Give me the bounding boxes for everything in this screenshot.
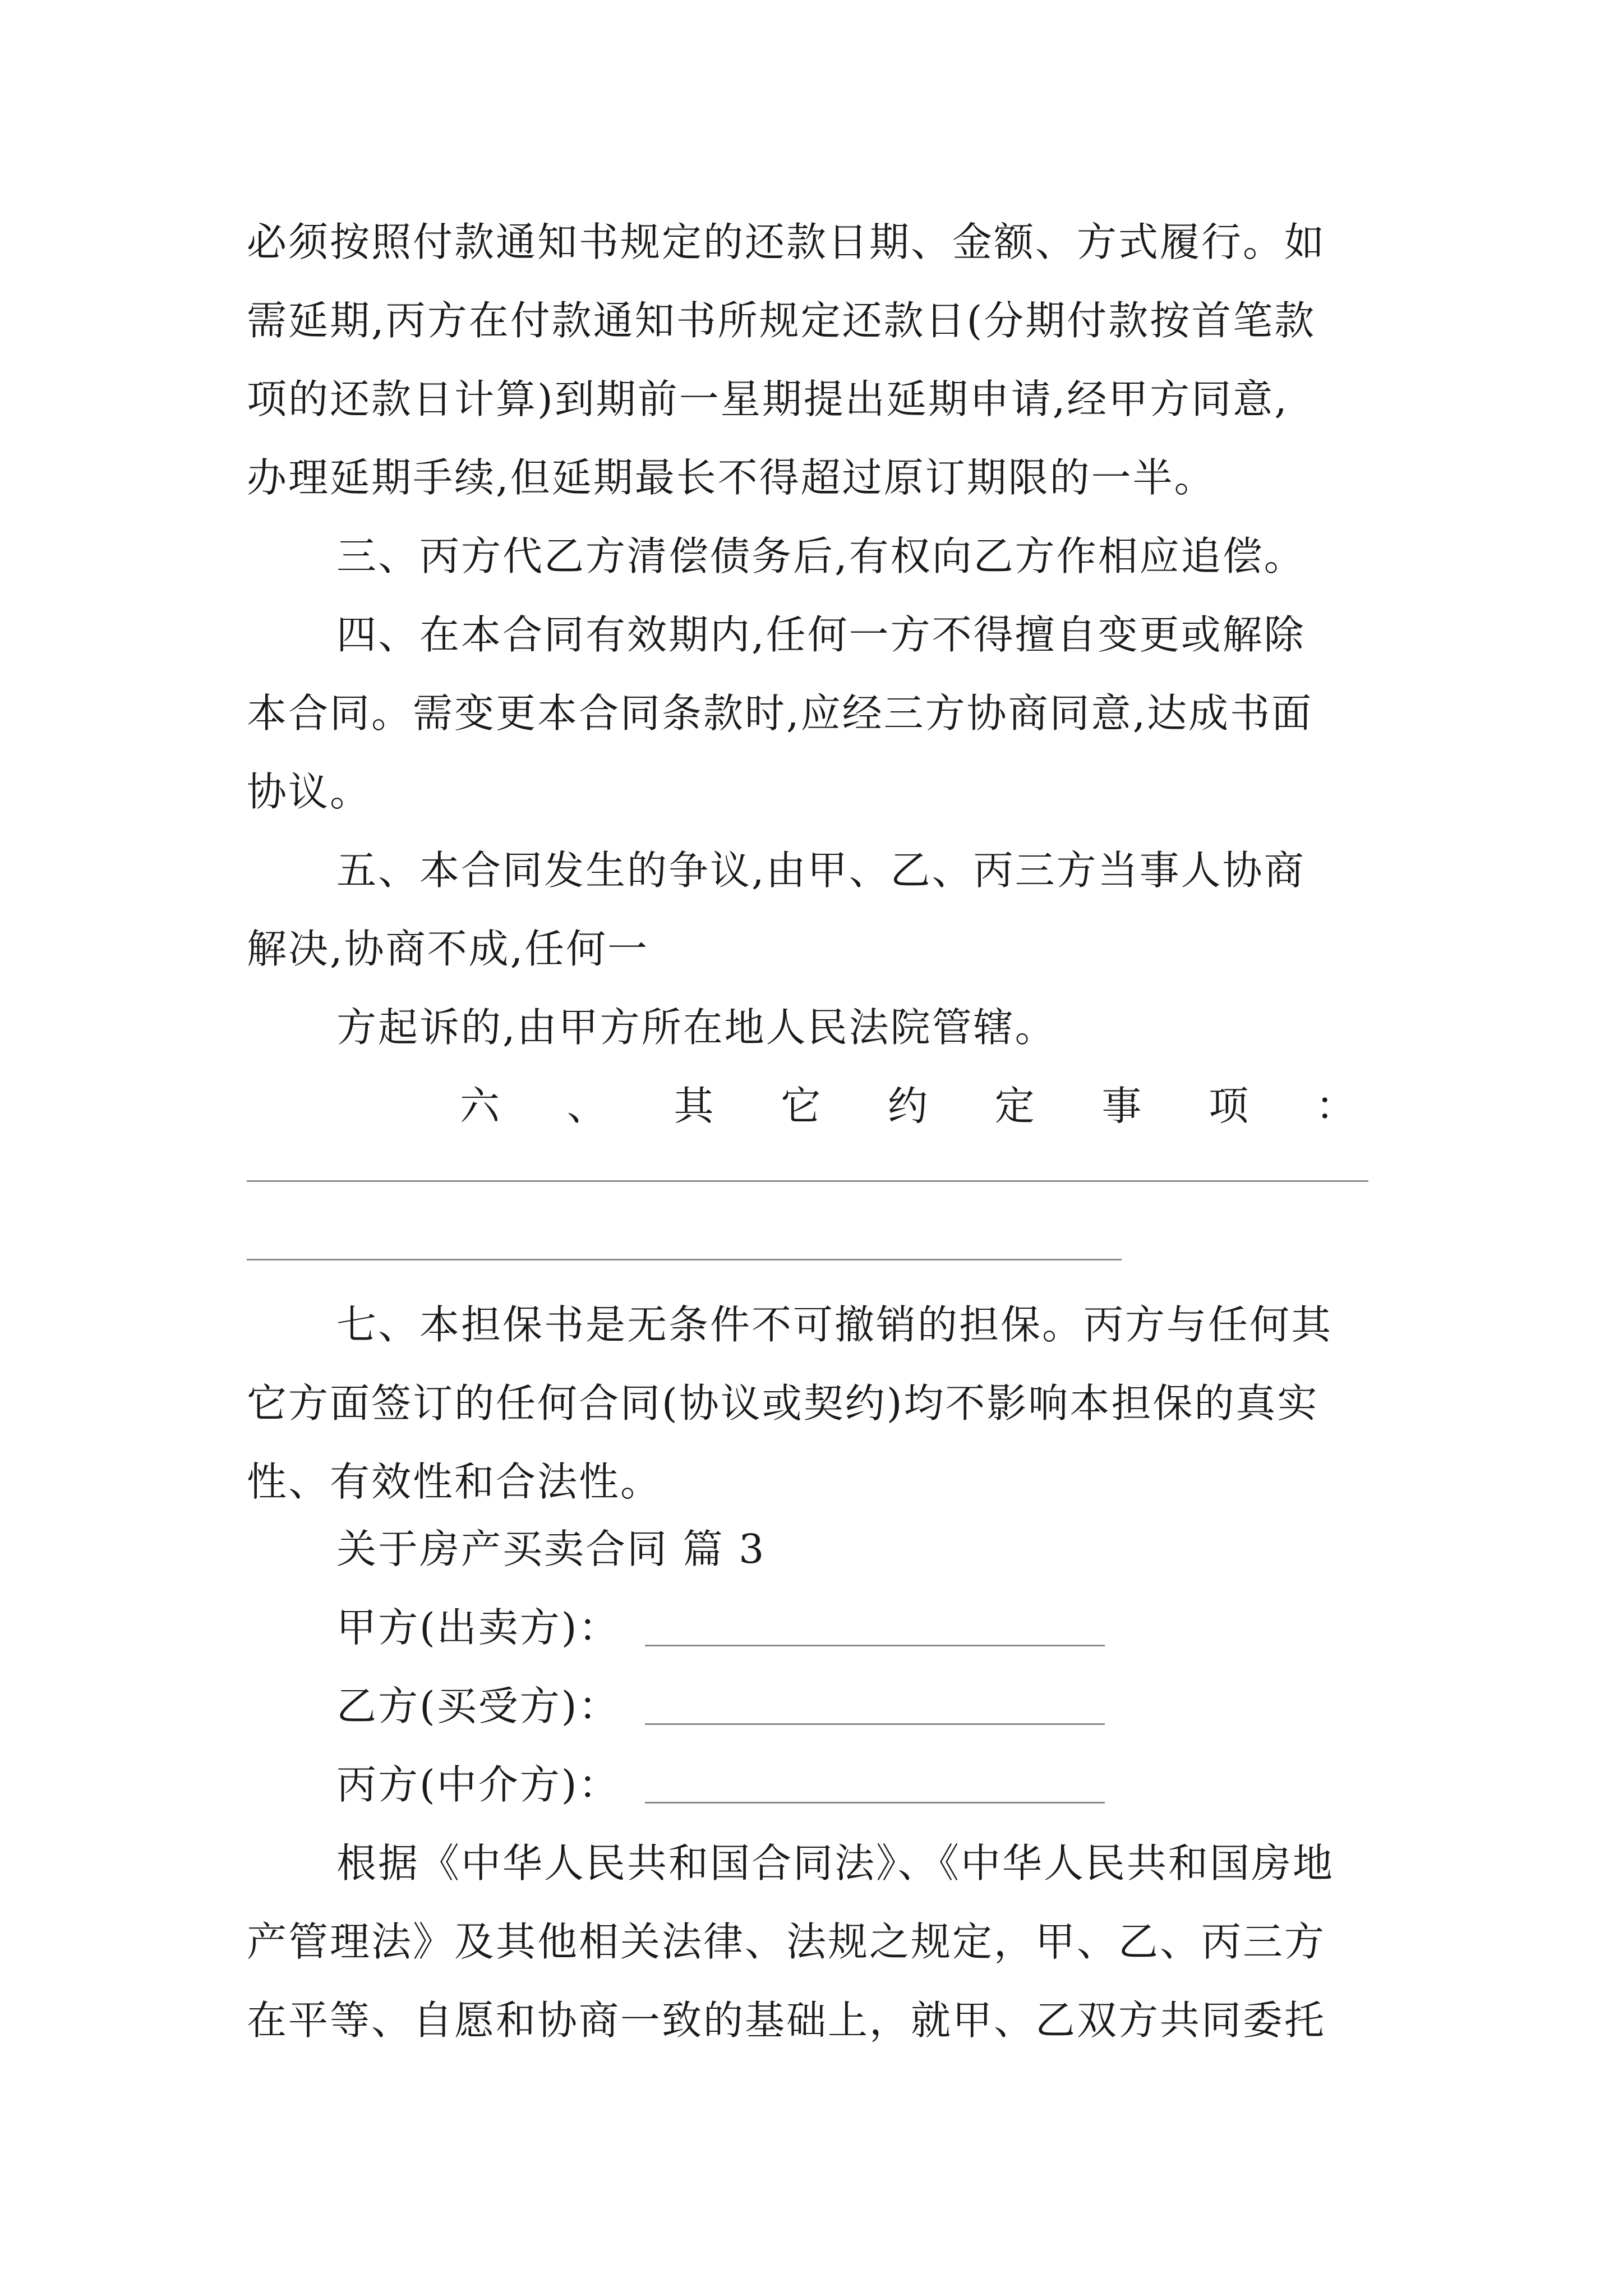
closing-paragraph: 根据《中华人民共和国合同法》、《中华人民共和国房地 bbox=[336, 1840, 1335, 1887]
clause-6-char: 约 bbox=[887, 1083, 929, 1129]
body-line: 协议。 bbox=[247, 769, 372, 815]
body-line: 办理延期手续,但延期最长不得超过原订期限的一半。 bbox=[247, 454, 1216, 501]
body-line: 解决,协商不成,任何一 bbox=[247, 926, 649, 972]
clause-4: 四、在本合同有效期内,任何一方不得擅自变更或解除 bbox=[336, 611, 1306, 658]
body-line: 方起诉的,由甲方所在地人民法院管辖。 bbox=[336, 1004, 1057, 1051]
clause-6-char: 、 bbox=[566, 1083, 608, 1129]
clause-6-char: ： bbox=[1315, 1083, 1357, 1129]
clause-6-char: 项 bbox=[1209, 1083, 1251, 1129]
section-title: 关于房产买卖合同 篇 3 bbox=[336, 1526, 766, 1572]
clause-6-char: 事 bbox=[1101, 1083, 1144, 1129]
clause-6-char: 六 bbox=[460, 1083, 502, 1129]
party-a-blank bbox=[645, 1645, 1105, 1646]
body-line: 产管理法》及其他相关法律、法规之规定，甲、乙、丙三方 bbox=[247, 1918, 1326, 1965]
blank-line bbox=[247, 1259, 1122, 1260]
body-line: 它方面签订的任何合同(协议或契约)均不影响本担保的真实 bbox=[247, 1380, 1319, 1427]
clause-6-heading bbox=[460, 1078, 1357, 1134]
body-line: 在平等、自愿和协商一致的基础上，就甲、乙双方共同委托 bbox=[247, 1997, 1326, 2044]
clause-3: 三、丙方代乙方清偿债务后,有权向乙方作相应追偿。 bbox=[336, 533, 1306, 579]
party-b-blank bbox=[645, 1723, 1105, 1725]
clause-6-char: 其 bbox=[674, 1083, 716, 1129]
clause-5: 五、本合同发生的争议,由甲、乙、丙三方当事人协商 bbox=[336, 847, 1306, 894]
body-line: 本合同。需变更本合同条款时,应经三方协商同意,达成书面 bbox=[247, 690, 1313, 737]
party-b-label: 乙方(买受方)： bbox=[336, 1683, 620, 1729]
blank-line bbox=[247, 1180, 1368, 1182]
clause-7: 七、本担保书是无条件不可撤销的担保。丙方与任何其 bbox=[336, 1301, 1333, 1348]
body-line: 必须按照付款通知书规定的还款日期、金额、方式履行。如 bbox=[247, 219, 1326, 265]
clause-6-char: 定 bbox=[994, 1083, 1036, 1129]
party-c-label: 丙方(中介方)： bbox=[336, 1761, 620, 1808]
party-c-blank bbox=[645, 1802, 1105, 1803]
clause-6-char: 它 bbox=[781, 1083, 823, 1129]
party-a-label: 甲方(出卖方)： bbox=[336, 1604, 620, 1651]
body-line: 性、有效性和合法性。 bbox=[247, 1458, 662, 1505]
body-line: 需延期,丙方在付款通知书所规定还款日(分期付款按首笔款 bbox=[247, 297, 1316, 344]
body-line: 项的还款日计算)到期前一星期提出延期申请,经甲方同意, bbox=[247, 376, 1289, 422]
